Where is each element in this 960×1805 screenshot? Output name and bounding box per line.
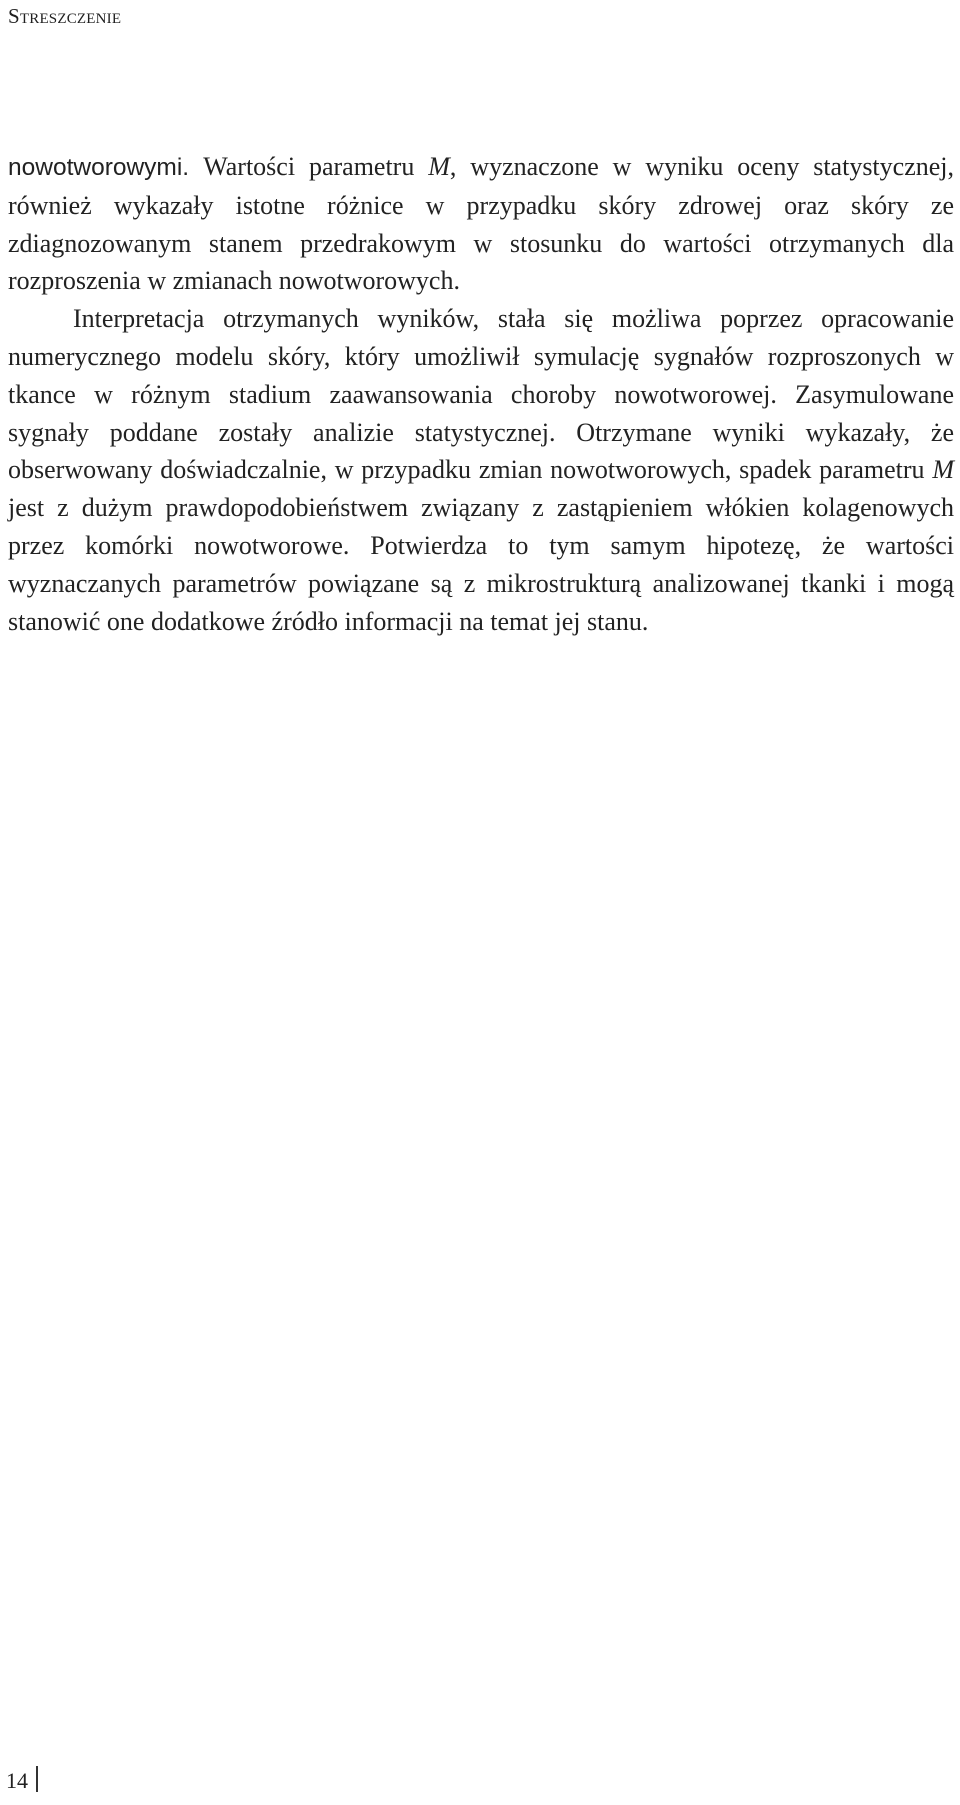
running-header: Streszczenie [8, 4, 122, 28]
page-number: 14 [6, 1768, 28, 1793]
paragraph-1-rest: , wyznaczone w wyniku oceny statystycznej, również wykazały istotne różnice w przypadku skóry zdrowej oraz skóry ze zdiagnozowanym stanem przedrakowym w stosunku do wartości otrzymanych dla rozproszenia w zmianach nowotworowych. [8, 152, 955, 296]
paragraph-2 [8, 300, 954, 640]
parameter-m-symbol-2: M [932, 455, 954, 485]
paragraph-1-serif-start: Wartości parametru [203, 152, 429, 181]
page-footer [6, 1766, 38, 1794]
paragraph-1-lead: nowotworowymi. [8, 154, 204, 181]
parameter-m-symbol: M [428, 152, 450, 181]
paragraph-1 [8, 148, 954, 300]
abstract-body [8, 148, 954, 640]
footer-divider [36, 1766, 38, 1792]
paragraph-2-rest: jest z dużym prawdopodobieństwem związany z zastąpieniem włókien kolagenowych przez komórki nowotworowe. Potwierdza to tym samym hipotezę, że wartości wyznaczanych parametrów powiązane są z mikrostrukturą analizowanej tkanki i mogą stanowić one dodatkowe źródło informacji na temat jej stanu. [8, 493, 954, 636]
paragraph-2-start: Interpretacja otrzymanych wyników, stała się możliwa poprzez opracowanie numerycznego modelu skóry, który umożliwił symulację sygnałów rozproszonych w tkance w różnym stadium zaawansowania choroby nowotworowej. Zasymulowane sygnały poddane zostały analizie statystycznej. Otrzymane wyniki wykazały, że obserwowany doświadczalnie, w przypadku zmian nowotworowych, spadek parametru [8, 304, 954, 485]
